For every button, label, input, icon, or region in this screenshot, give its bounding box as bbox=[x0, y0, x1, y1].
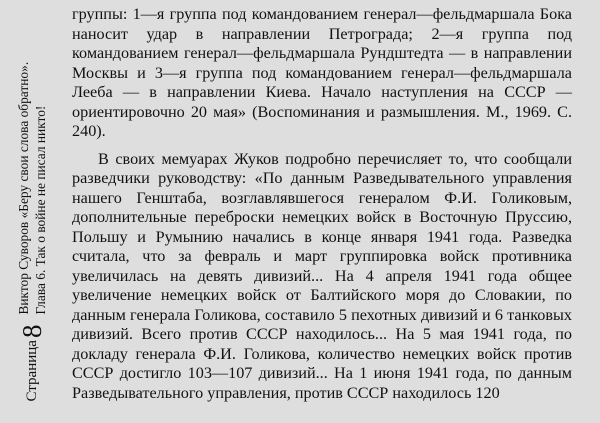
running-head-chapter: Глава 6. Так о войне не писал никто! bbox=[33, 105, 48, 315]
sidebar-rotated-content bbox=[0, 0, 64, 423]
running-head-title: Виктор Суворов «Беру свои слова обратно». bbox=[16, 61, 31, 315]
page-label: Страница bbox=[23, 339, 40, 401]
body-text bbox=[72, 5, 572, 403]
running-head bbox=[15, 61, 49, 314]
page-sidebar bbox=[0, 0, 64, 423]
paragraph-1: группы: 1—я группа под командованием генерал—фельдмаршала Бока наносит удар в направлении Петрограда; 2—я группа под командованием генерал—фельдмаршала Рундштедта — в направлении Москвы и 3—я группа под командованием генерал—фельдмаршала Лееба — в направлении Киева. Начало наступления на СССР — ориентировочно 20 мая» (Воспоминания и размышления. М., 1969. С. 240). bbox=[72, 5, 572, 140]
paragraph-2: В своих мемуарах Жуков подробно перечисляет то, что сообщали разведчики руководству: «По данным Разведывательного управления нашего Генштаба, возглавлявшегося генералом Ф.И. Голиковым, дополнительные переброски немецких войск в Восточную Пруссию, Польшу и Румынию начались в конце января 1941 года. Разведка считала, что за февраль и март группировка войск противника увеличилась на девять дивизий... На 4 апреля 1941 года общее увеличение немецких войск от Балтийского моря до Словакии, по данным генерала Голикова, составило 5 пехотных дивизий и 6 танковых дивизий. Всего против СССР находилось... На 5 мая 1941 года, по докладу генерала Ф.И. Голикова, количество немецких войск против СССР достигло 103—107 дивизий... На 1 июня 1941 года, по данным Разведывательного управления, против СССР находилось 120 bbox=[72, 149, 572, 402]
page-number: 8 bbox=[16, 324, 47, 338]
